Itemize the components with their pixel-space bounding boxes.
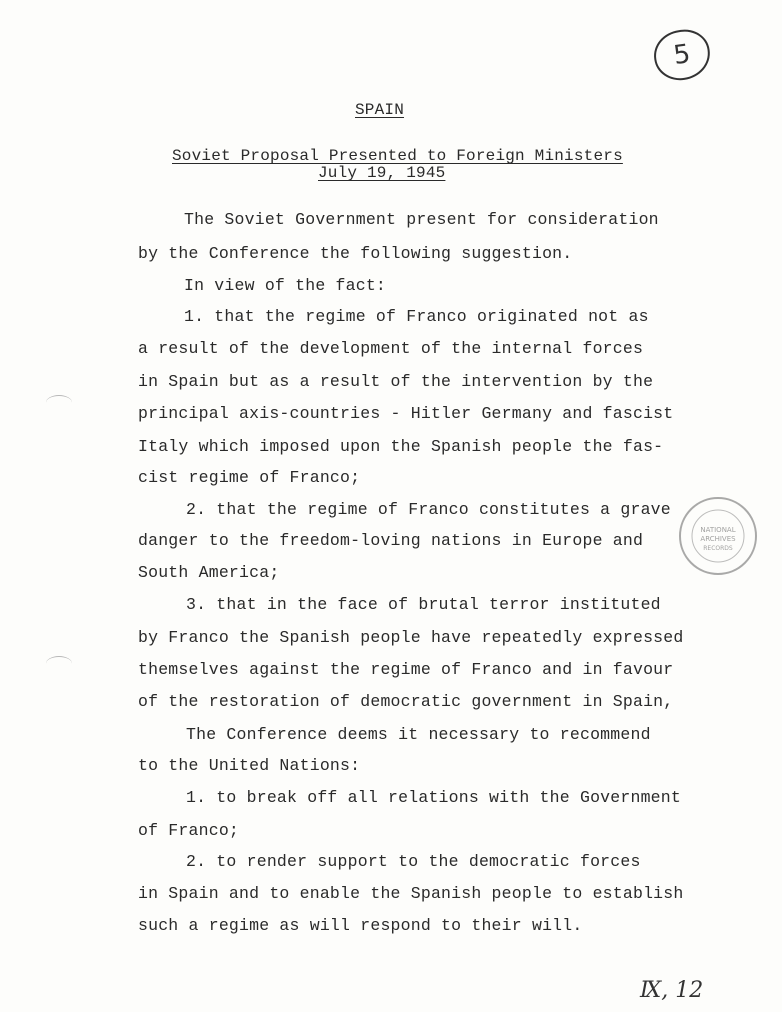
body-line: a result of the development of the internal forces xyxy=(138,339,644,358)
body-line: In view of the fact: xyxy=(184,276,387,295)
body-line: The Conference deems it necessary to recommend xyxy=(186,725,651,744)
document-date: July 19, 1945 xyxy=(318,164,446,182)
page-number: 5 xyxy=(671,38,693,72)
body-line: in Spain and to enable the Spanish people to establish xyxy=(138,884,684,903)
body-line: 2. to render support to the democratic forces xyxy=(186,852,641,871)
svg-text:NATIONAL: NATIONAL xyxy=(700,526,736,534)
page-number-circle xyxy=(651,26,713,83)
svg-text:ARCHIVES: ARCHIVES xyxy=(700,535,736,543)
body-line: 1. that the regime of Franco originated not as xyxy=(184,307,649,326)
body-line: Italy which imposed upon the Spanish people the fas- xyxy=(138,437,664,456)
punch-hole-mark xyxy=(46,395,72,410)
document-heading: SPAIN xyxy=(355,101,405,119)
body-line: cist regime of Franco; xyxy=(138,468,361,487)
body-line: 2. that the regime of Franco constitutes a grave xyxy=(186,500,671,519)
archive-seal-stamp xyxy=(676,494,760,578)
body-line: 1. to break off all relations with the Government xyxy=(186,788,681,807)
handwritten-archive-mark: Ⅸ, 12 xyxy=(640,978,704,1003)
body-line: of Franco; xyxy=(138,821,240,840)
body-line: such a regime as will respond to their will. xyxy=(138,916,583,935)
punch-hole-mark xyxy=(46,656,72,671)
body-line: 3. that in the face of brutal terror instituted xyxy=(186,595,661,614)
body-line: by Franco the Spanish people have repeatedly expressed xyxy=(138,628,684,647)
body-line: of the restoration of democratic government in Spain, xyxy=(138,692,674,711)
svg-text:RECORDS: RECORDS xyxy=(703,545,733,552)
body-line: The Soviet Government present for consideration xyxy=(184,210,659,229)
body-line: by the Conference the following suggestion. xyxy=(138,244,573,263)
body-line: principal axis-countries - Hitler Germany and fascist xyxy=(138,404,674,423)
body-line: themselves against the regime of Franco and in favour xyxy=(138,660,674,679)
body-line: danger to the freedom-loving nations in Europe and xyxy=(138,531,644,550)
body-line: to the United Nations: xyxy=(138,756,361,775)
document-title: Soviet Proposal Presented to Foreign Ministers xyxy=(172,147,623,165)
body-line: in Spain but as a result of the intervention by the xyxy=(138,372,654,391)
body-line: South America; xyxy=(138,563,280,582)
